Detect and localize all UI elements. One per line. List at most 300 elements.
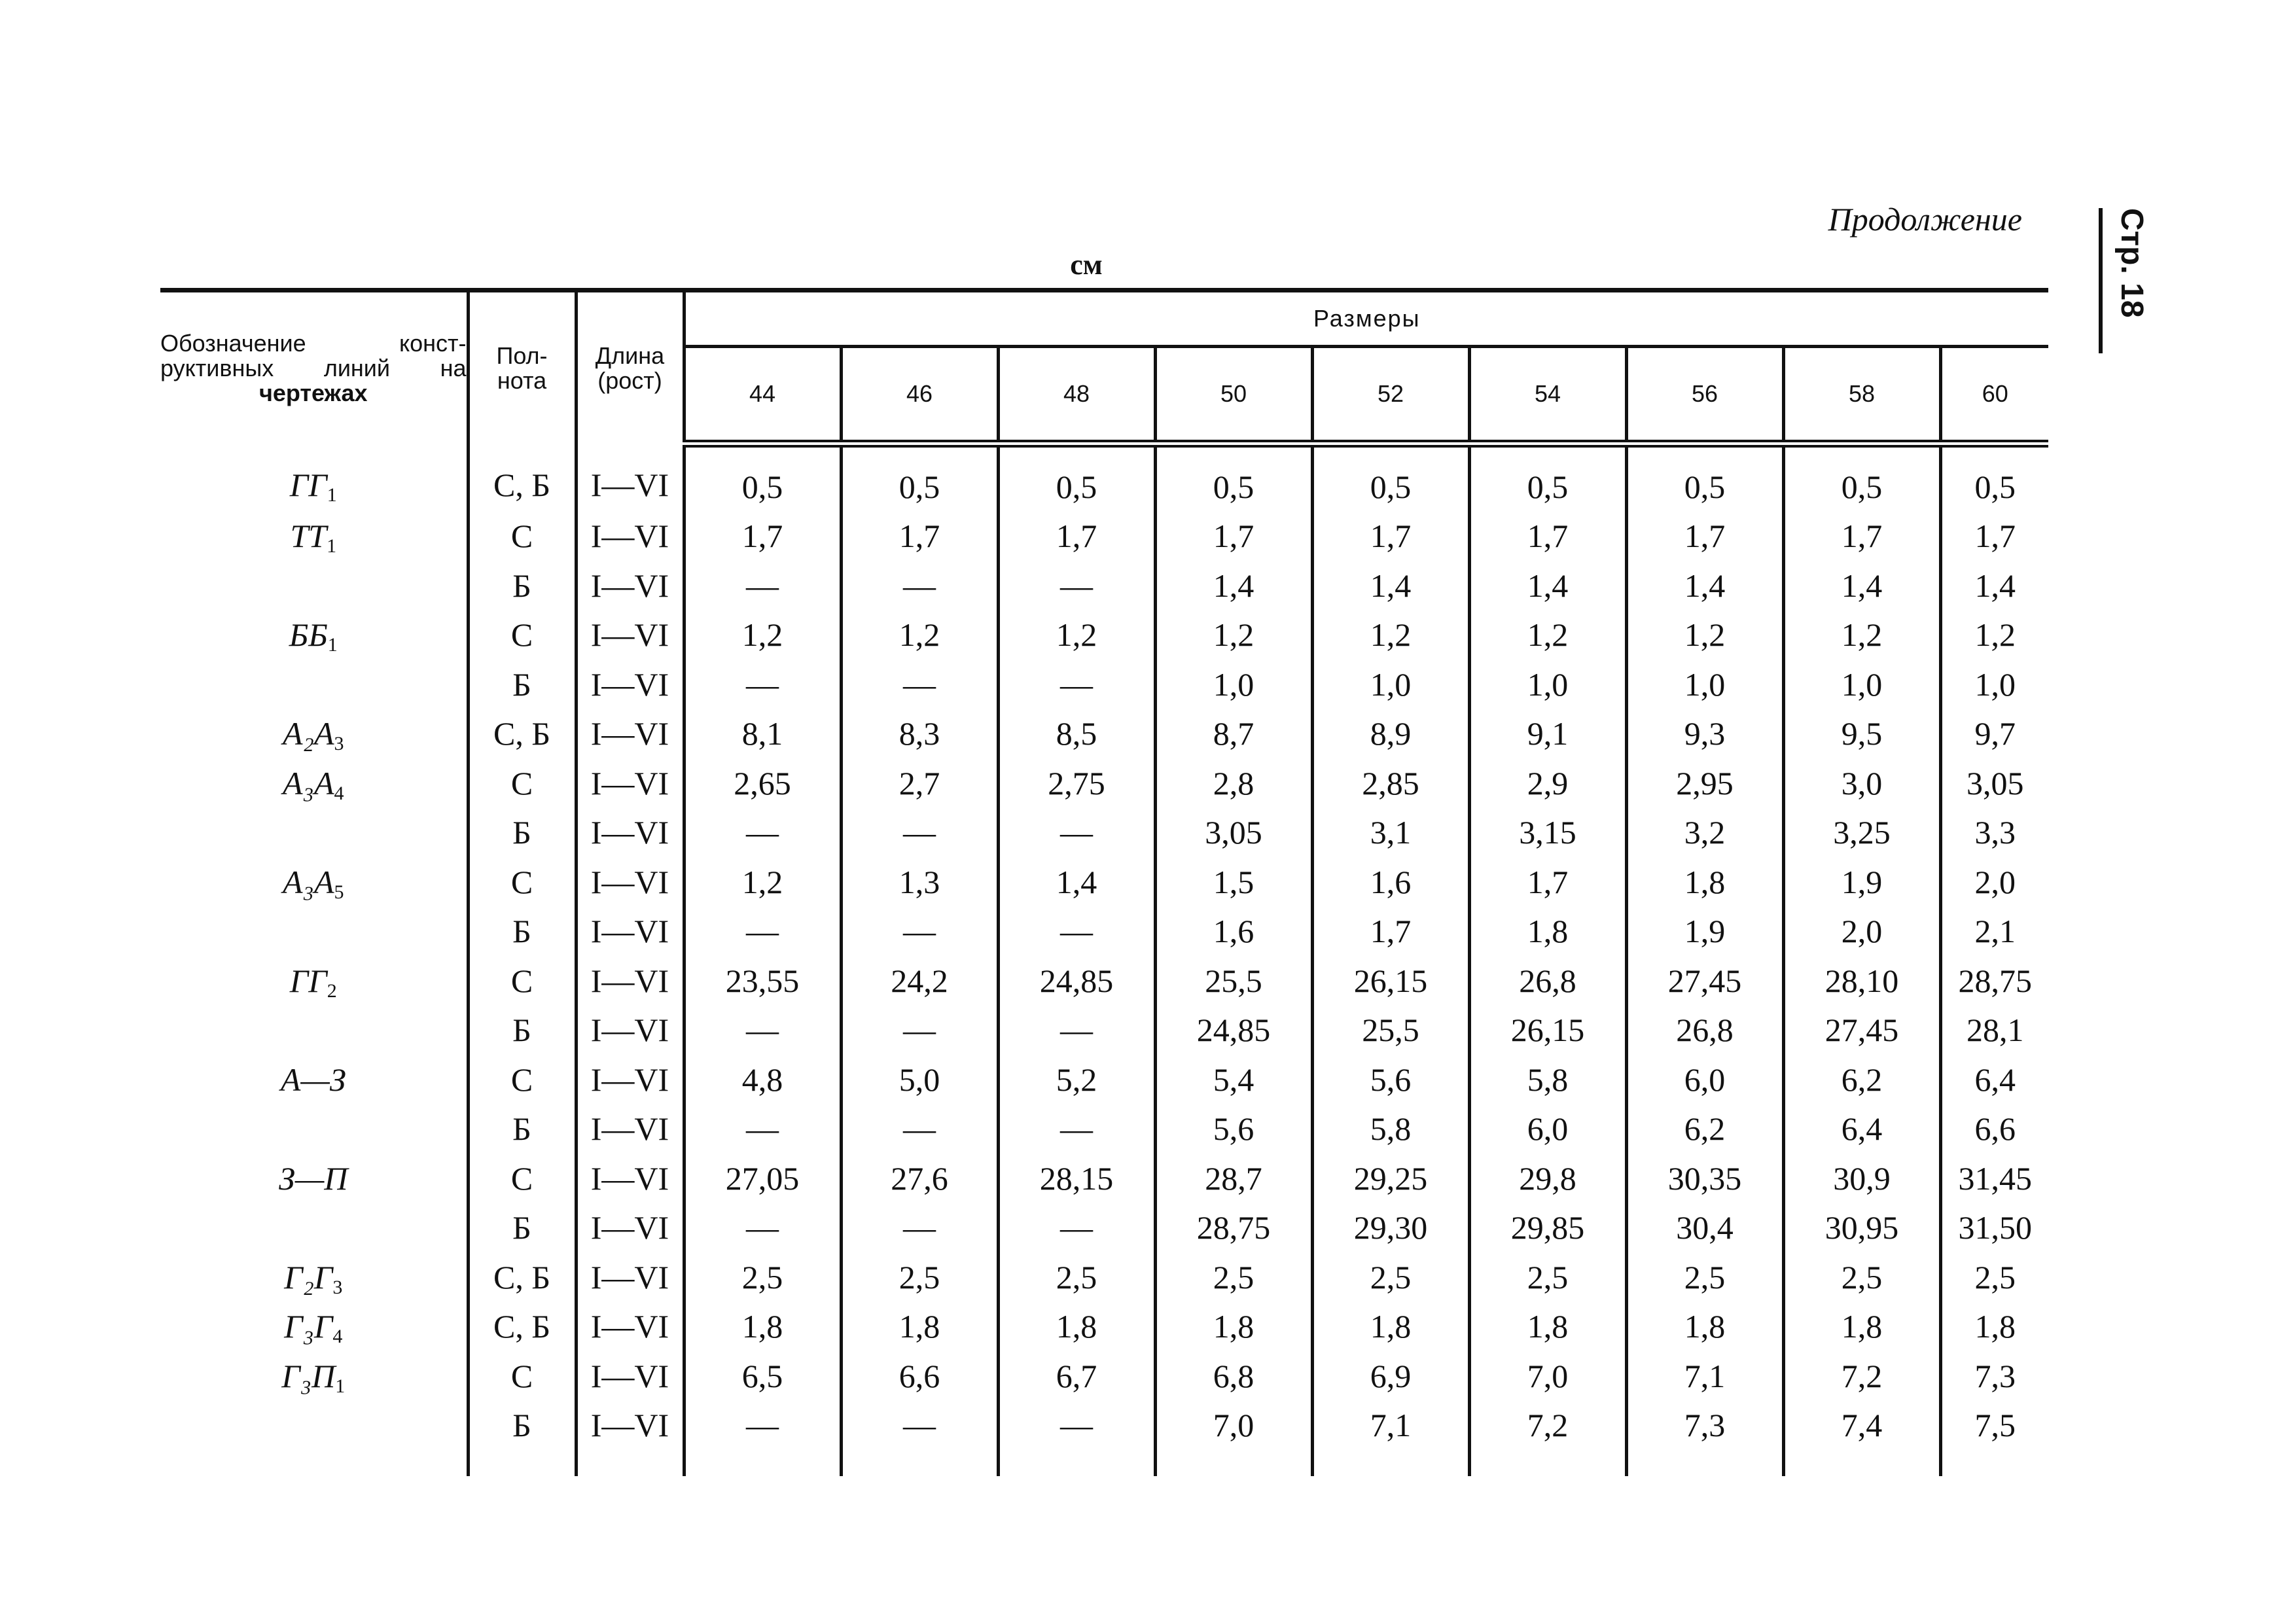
- value-cell-size-58: 2,0: [1783, 907, 1940, 957]
- line-designation-subscript: 3: [332, 1276, 343, 1298]
- value-cell-size-48: —: [998, 1104, 1155, 1154]
- dlina-cell: I—VI: [576, 1055, 684, 1104]
- line-designation-subscript: 4: [334, 782, 344, 804]
- table-row: [160, 610, 2048, 660]
- value-cell-size-50: 5,4: [1155, 1055, 1312, 1104]
- value-cell-size-44: 6,5: [684, 1351, 841, 1401]
- value-cell-size-52: 1,6: [1312, 857, 1469, 907]
- value-cell-size-60: 7,5: [1940, 1401, 2048, 1477]
- line-designation: [160, 857, 468, 907]
- value-cell-size-46: 1,2: [841, 610, 998, 660]
- header-size-60: 60: [1940, 347, 2048, 444]
- value-cell-size-52: 6,9: [1312, 1351, 1469, 1401]
- value-cell-size-60: 31,50: [1940, 1203, 2048, 1253]
- dlina-cell: I—VI: [576, 1252, 684, 1302]
- line-designation-text: А—З: [280, 1061, 346, 1098]
- value-cell-size-60: 1,4: [1940, 561, 2048, 610]
- value-cell-size-60: 31,45: [1940, 1154, 2048, 1203]
- value-cell-size-44: 23,55: [684, 956, 841, 1006]
- value-cell-size-58: 6,4: [1783, 1104, 1940, 1154]
- value-cell-size-52: 3,1: [1312, 808, 1469, 858]
- value-cell-size-56: 7,3: [1626, 1401, 1783, 1477]
- value-cell-size-54: 2,5: [1469, 1252, 1626, 1302]
- value-cell-size-56: 27,45: [1626, 956, 1783, 1006]
- value-cell-size-44: —: [684, 1401, 841, 1477]
- header-polnota-line-2: нота: [497, 366, 547, 394]
- value-cell-size-50: 1,0: [1155, 660, 1312, 709]
- measurements-table: [160, 288, 2048, 1476]
- line-designation-subscript: 5: [334, 881, 344, 903]
- value-cell-size-56: 6,0: [1626, 1055, 1783, 1104]
- header-size-52: 52: [1312, 347, 1469, 444]
- dlina-cell: I—VI: [576, 709, 684, 759]
- value-cell-size-58: 9,5: [1783, 709, 1940, 759]
- dlina-cell: I—VI: [576, 660, 684, 709]
- header-name-line-2: руктивных линий на: [160, 354, 467, 381]
- value-cell-size-58: 2,5: [1783, 1252, 1940, 1302]
- value-cell-size-52: 0,5: [1312, 444, 1469, 512]
- polnota-cell: Б: [468, 1203, 576, 1253]
- value-cell-size-60: 9,7: [1940, 709, 2048, 759]
- line-designation-text: А₃А: [283, 764, 334, 802]
- value-cell-size-46: 2,7: [841, 758, 998, 808]
- value-cell-size-56: 1,9: [1626, 907, 1783, 957]
- value-cell-size-60: 1,2: [1940, 610, 2048, 660]
- value-cell-size-56: 30,4: [1626, 1203, 1783, 1253]
- line-designation: [160, 444, 468, 512]
- dlina-cell: I—VI: [576, 610, 684, 660]
- header-size-46: 46: [841, 347, 998, 444]
- line-designation: [160, 1154, 468, 1203]
- value-cell-size-44: 1,2: [684, 857, 841, 907]
- value-cell-size-48: 2,5: [998, 1252, 1155, 1302]
- header-size-44: 44: [684, 347, 841, 444]
- value-cell-size-46: —: [841, 907, 998, 957]
- value-cell-size-60: 3,05: [1940, 758, 2048, 808]
- value-cell-size-50: 2,5: [1155, 1252, 1312, 1302]
- value-cell-size-46: —: [841, 1104, 998, 1154]
- value-cell-size-54: 6,0: [1469, 1104, 1626, 1154]
- header-polnota-line-1: Пол-: [496, 342, 548, 369]
- polnota-cell: Б: [468, 808, 576, 858]
- line-designation-text: ТТ: [290, 518, 327, 555]
- line-designation-subscript: 1: [327, 484, 337, 506]
- header-size-56: 56: [1626, 347, 1783, 444]
- value-cell-size-46: —: [841, 561, 998, 610]
- value-cell-size-48: —: [998, 1203, 1155, 1253]
- header-construction-lines: [160, 291, 468, 444]
- value-cell-size-46: 5,0: [841, 1055, 998, 1104]
- value-cell-size-44: 1,8: [684, 1302, 841, 1352]
- value-cell-size-54: 0,5: [1469, 444, 1626, 512]
- value-cell-size-50: 28,75: [1155, 1203, 1312, 1253]
- line-designation-text: ГГ: [289, 466, 327, 503]
- value-cell-size-54: 7,0: [1469, 1351, 1626, 1401]
- value-cell-size-54: 5,8: [1469, 1055, 1626, 1104]
- dlina-cell: I—VI: [576, 907, 684, 957]
- value-cell-size-56: 0,5: [1626, 444, 1783, 512]
- value-cell-size-50: 1,6: [1155, 907, 1312, 957]
- value-cell-size-50: 1,2: [1155, 610, 1312, 660]
- value-cell-size-48: 1,7: [998, 512, 1155, 561]
- line-designation: [160, 660, 468, 709]
- value-cell-size-44: 2,65: [684, 758, 841, 808]
- value-cell-size-52: 1,0: [1312, 660, 1469, 709]
- value-cell-size-60: 2,1: [1940, 907, 2048, 957]
- value-cell-size-56: 26,8: [1626, 1006, 1783, 1055]
- value-cell-size-48: 1,8: [998, 1302, 1155, 1352]
- value-cell-size-46: 6,6: [841, 1351, 998, 1401]
- polnota-cell: С: [468, 610, 576, 660]
- value-cell-size-44: 1,2: [684, 610, 841, 660]
- line-designation-text: ГГ: [289, 962, 327, 999]
- header-name-line-3: чертежах: [258, 379, 368, 406]
- line-designation-subscript: 1: [335, 1375, 346, 1397]
- value-cell-size-52: 7,1: [1312, 1401, 1469, 1477]
- value-cell-size-46: 24,2: [841, 956, 998, 1006]
- dlina-cell: I—VI: [576, 1401, 684, 1477]
- value-cell-size-50: 1,4: [1155, 561, 1312, 610]
- value-cell-size-46: 1,3: [841, 857, 998, 907]
- value-cell-size-60: 28,1: [1940, 1006, 2048, 1055]
- value-cell-size-50: 6,8: [1155, 1351, 1312, 1401]
- polnota-cell: С: [468, 956, 576, 1006]
- value-cell-size-56: 1,0: [1626, 660, 1783, 709]
- table-row: [160, 1154, 2048, 1203]
- dlina-cell: I—VI: [576, 1302, 684, 1352]
- value-cell-size-48: —: [998, 1006, 1155, 1055]
- dlina-cell: I—VI: [576, 1154, 684, 1203]
- value-cell-size-56: 1,7: [1626, 512, 1783, 561]
- value-cell-size-56: 2,95: [1626, 758, 1783, 808]
- line-designation-subscript: 4: [332, 1326, 343, 1348]
- value-cell-size-52: 29,25: [1312, 1154, 1469, 1203]
- polnota-cell: С: [468, 1351, 576, 1401]
- value-cell-size-58: 7,2: [1783, 1351, 1940, 1401]
- page-number: Стр. 18: [2114, 208, 2149, 318]
- value-cell-size-58: 7,4: [1783, 1401, 1940, 1477]
- value-cell-size-52: 26,15: [1312, 956, 1469, 1006]
- value-cell-size-58: 3,0: [1783, 758, 1940, 808]
- dlina-cell: I—VI: [576, 808, 684, 858]
- value-cell-size-60: 28,75: [1940, 956, 2048, 1006]
- line-designation: [160, 1351, 468, 1401]
- value-cell-size-44: 4,8: [684, 1055, 841, 1104]
- value-cell-size-58: 1,2: [1783, 610, 1940, 660]
- value-cell-size-46: 2,5: [841, 1252, 998, 1302]
- line-designation: [160, 1252, 468, 1302]
- table-row: [160, 1302, 2048, 1352]
- value-cell-size-44: —: [684, 808, 841, 858]
- value-cell-size-46: 1,7: [841, 512, 998, 561]
- line-designation-text: А₃А: [283, 863, 334, 900]
- dlina-cell: I—VI: [576, 956, 684, 1006]
- table-row: [160, 1401, 2048, 1477]
- polnota-cell: С: [468, 1055, 576, 1104]
- value-cell-size-50: 28,7: [1155, 1154, 1312, 1203]
- value-cell-size-52: 5,8: [1312, 1104, 1469, 1154]
- dlina-cell: I—VI: [576, 444, 684, 512]
- value-cell-size-54: 1,0: [1469, 660, 1626, 709]
- dlina-cell: I—VI: [576, 1104, 684, 1154]
- value-cell-size-56: 2,5: [1626, 1252, 1783, 1302]
- polnota-cell: С: [468, 512, 576, 561]
- header-dlina-line-1: Длина: [595, 342, 665, 369]
- value-cell-size-58: 0,5: [1783, 444, 1940, 512]
- line-designation: [160, 1104, 468, 1154]
- value-cell-size-50: 1,5: [1155, 857, 1312, 907]
- value-cell-size-46: —: [841, 660, 998, 709]
- value-cell-size-46: —: [841, 1203, 998, 1253]
- header-polnota: [468, 291, 576, 444]
- table-row: [160, 1252, 2048, 1302]
- polnota-cell: Б: [468, 1104, 576, 1154]
- polnota-cell: С: [468, 1154, 576, 1203]
- header-size-50: 50: [1155, 347, 1312, 444]
- header-dlina: [576, 291, 684, 444]
- value-cell-size-58: 1,8: [1783, 1302, 1940, 1352]
- value-cell-size-52: 2,5: [1312, 1252, 1469, 1302]
- line-designation: [160, 1055, 468, 1104]
- value-cell-size-58: 3,25: [1783, 808, 1940, 858]
- value-cell-size-48: —: [998, 561, 1155, 610]
- header-size-58: 58: [1783, 347, 1940, 444]
- line-designation-subscript: 1: [327, 535, 337, 557]
- header-size-54: 54: [1469, 347, 1626, 444]
- value-cell-size-52: 29,30: [1312, 1203, 1469, 1253]
- line-designation: [160, 956, 468, 1006]
- line-designation-text: Г₃П: [281, 1357, 336, 1394]
- value-cell-size-60: 3,3: [1940, 808, 2048, 858]
- polnota-cell: С: [468, 758, 576, 808]
- value-cell-size-54: 1,7: [1469, 512, 1626, 561]
- value-cell-size-50: 24,85: [1155, 1006, 1312, 1055]
- value-cell-size-44: —: [684, 1203, 841, 1253]
- polnota-cell: С, Б: [468, 1252, 576, 1302]
- value-cell-size-52: 1,4: [1312, 561, 1469, 610]
- value-cell-size-54: 3,15: [1469, 808, 1626, 858]
- line-designation-text: Г₃Г: [284, 1308, 333, 1345]
- value-cell-size-54: 1,8: [1469, 907, 1626, 957]
- value-cell-size-54: 9,1: [1469, 709, 1626, 759]
- dlina-cell: I—VI: [576, 758, 684, 808]
- value-cell-size-58: 6,2: [1783, 1055, 1940, 1104]
- value-cell-size-46: 0,5: [841, 444, 998, 512]
- value-cell-size-56: 1,4: [1626, 561, 1783, 610]
- value-cell-size-58: 27,45: [1783, 1006, 1940, 1055]
- value-cell-size-54: 1,2: [1469, 610, 1626, 660]
- line-designation-text: З—П: [279, 1159, 348, 1197]
- value-cell-size-54: 29,85: [1469, 1203, 1626, 1253]
- table-row: [160, 561, 2048, 610]
- value-cell-size-52: 5,6: [1312, 1055, 1469, 1104]
- value-cell-size-48: 8,5: [998, 709, 1155, 759]
- value-cell-size-48: —: [998, 808, 1155, 858]
- value-cell-size-54: 2,9: [1469, 758, 1626, 808]
- line-designation: [160, 1302, 468, 1352]
- value-cell-size-50: 25,5: [1155, 956, 1312, 1006]
- line-designation: [160, 808, 468, 858]
- page-number-rule: [2099, 208, 2103, 353]
- line-designation-subscript: 3: [334, 733, 344, 755]
- value-cell-size-44: 1,7: [684, 512, 841, 561]
- value-cell-size-56: 7,1: [1626, 1351, 1783, 1401]
- value-cell-size-48: 1,4: [998, 857, 1155, 907]
- value-cell-size-56: 1,8: [1626, 857, 1783, 907]
- value-cell-size-52: 2,85: [1312, 758, 1469, 808]
- value-cell-size-44: 0,5: [684, 444, 841, 512]
- value-cell-size-52: 1,2: [1312, 610, 1469, 660]
- value-cell-size-58: 1,7: [1783, 512, 1940, 561]
- value-cell-size-60: 2,0: [1940, 857, 2048, 907]
- value-cell-size-56: 3,2: [1626, 808, 1783, 858]
- value-cell-size-54: 1,7: [1469, 857, 1626, 907]
- value-cell-size-48: 0,5: [998, 444, 1155, 512]
- table-row: [160, 907, 2048, 957]
- line-designation: [160, 512, 468, 561]
- header-name-line-1: Обозначение конст-: [160, 329, 467, 357]
- dlina-cell: I—VI: [576, 857, 684, 907]
- dlina-cell: I—VI: [576, 512, 684, 561]
- value-cell-size-44: 2,5: [684, 1252, 841, 1302]
- value-cell-size-58: 1,0: [1783, 660, 1940, 709]
- value-cell-size-46: 8,3: [841, 709, 998, 759]
- value-cell-size-56: 6,2: [1626, 1104, 1783, 1154]
- value-cell-size-46: 27,6: [841, 1154, 998, 1203]
- value-cell-size-48: 28,15: [998, 1154, 1155, 1203]
- polnota-cell: С, Б: [468, 444, 576, 512]
- value-cell-size-54: 26,8: [1469, 956, 1626, 1006]
- polnota-cell: Б: [468, 907, 576, 957]
- line-designation: [160, 709, 468, 759]
- value-cell-size-48: —: [998, 907, 1155, 957]
- value-cell-size-50: 0,5: [1155, 444, 1312, 512]
- value-cell-size-50: 2,8: [1155, 758, 1312, 808]
- polnota-cell: Б: [468, 1401, 576, 1477]
- dlina-cell: I—VI: [576, 1351, 684, 1401]
- value-cell-size-46: —: [841, 808, 998, 858]
- polnota-cell: С: [468, 857, 576, 907]
- table-row: [160, 956, 2048, 1006]
- value-cell-size-50: 5,6: [1155, 1104, 1312, 1154]
- polnota-cell: Б: [468, 660, 576, 709]
- value-cell-size-52: 1,7: [1312, 512, 1469, 561]
- value-cell-size-56: 1,2: [1626, 610, 1783, 660]
- value-cell-size-46: —: [841, 1401, 998, 1477]
- table-row: [160, 1055, 2048, 1104]
- value-cell-size-60: 1,7: [1940, 512, 2048, 561]
- polnota-cell: С, Б: [468, 709, 576, 759]
- line-designation-subscript: 1: [327, 634, 338, 656]
- table-row: [160, 660, 2048, 709]
- dlina-cell: I—VI: [576, 561, 684, 610]
- value-cell-size-54: 1,8: [1469, 1302, 1626, 1352]
- table-row: [160, 758, 2048, 808]
- value-cell-size-56: 9,3: [1626, 709, 1783, 759]
- value-cell-size-48: 1,2: [998, 610, 1155, 660]
- value-cell-size-44: 8,1: [684, 709, 841, 759]
- value-cell-size-46: 1,8: [841, 1302, 998, 1352]
- value-cell-size-44: —: [684, 907, 841, 957]
- value-cell-size-48: 24,85: [998, 956, 1155, 1006]
- value-cell-size-52: 1,7: [1312, 907, 1469, 957]
- value-cell-size-60: 0,5: [1940, 444, 2048, 512]
- value-cell-size-60: 1,8: [1940, 1302, 2048, 1352]
- line-designation-subscript: 2: [327, 980, 337, 1002]
- line-designation-text: А₂А: [283, 715, 334, 752]
- table-row: [160, 1104, 2048, 1154]
- value-cell-size-46: —: [841, 1006, 998, 1055]
- value-cell-size-50: 3,05: [1155, 808, 1312, 858]
- header-dlina-line-2: (рост): [597, 366, 662, 394]
- header-sizes: Размеры: [684, 291, 2048, 347]
- table-row: [160, 709, 2048, 759]
- value-cell-size-50: 8,7: [1155, 709, 1312, 759]
- value-cell-size-44: —: [684, 561, 841, 610]
- value-cell-size-60: 6,4: [1940, 1055, 2048, 1104]
- value-cell-size-54: 7,2: [1469, 1401, 1626, 1477]
- value-cell-size-60: 7,3: [1940, 1351, 2048, 1401]
- line-designation: [160, 907, 468, 957]
- value-cell-size-50: 1,7: [1155, 512, 1312, 561]
- value-cell-size-54: 26,15: [1469, 1006, 1626, 1055]
- value-cell-size-58: 30,95: [1783, 1203, 1940, 1253]
- polnota-cell: С, Б: [468, 1302, 576, 1352]
- dlina-cell: I—VI: [576, 1006, 684, 1055]
- value-cell-size-48: 2,75: [998, 758, 1155, 808]
- polnota-cell: Б: [468, 561, 576, 610]
- value-cell-size-60: 6,6: [1940, 1104, 2048, 1154]
- table-row: [160, 1006, 2048, 1055]
- polnota-cell: Б: [468, 1006, 576, 1055]
- line-designation-text: Г₂Г: [284, 1258, 333, 1296]
- value-cell-size-60: 1,0: [1940, 660, 2048, 709]
- value-cell-size-56: 30,35: [1626, 1154, 1783, 1203]
- value-cell-size-48: —: [998, 660, 1155, 709]
- value-cell-size-58: 30,9: [1783, 1154, 1940, 1203]
- value-cell-size-54: 29,8: [1469, 1154, 1626, 1203]
- table-body: [160, 444, 2048, 1476]
- line-designation: [160, 561, 468, 610]
- value-cell-size-52: 25,5: [1312, 1006, 1469, 1055]
- value-cell-size-52: 8,9: [1312, 709, 1469, 759]
- table-row: [160, 1203, 2048, 1253]
- line-designation: [160, 1203, 468, 1253]
- value-cell-size-58: 28,10: [1783, 956, 1940, 1006]
- dlina-cell: I—VI: [576, 1203, 684, 1253]
- line-designation: [160, 1401, 468, 1477]
- table-row: [160, 808, 2048, 858]
- line-designation-text: ББ: [289, 616, 328, 654]
- value-cell-size-58: 1,9: [1783, 857, 1940, 907]
- value-cell-size-44: —: [684, 1104, 841, 1154]
- value-cell-size-60: 2,5: [1940, 1252, 2048, 1302]
- value-cell-size-44: —: [684, 660, 841, 709]
- line-designation: [160, 610, 468, 660]
- value-cell-size-58: 1,4: [1783, 561, 1940, 610]
- value-cell-size-50: 1,8: [1155, 1302, 1312, 1352]
- value-cell-size-44: 27,05: [684, 1154, 841, 1203]
- unit-label: см: [1070, 249, 1103, 281]
- continuation-label: Продолжение: [1828, 201, 2022, 238]
- table-row: [160, 512, 2048, 561]
- table-row: [160, 857, 2048, 907]
- value-cell-size-48: —: [998, 1401, 1155, 1477]
- value-cell-size-44: —: [684, 1006, 841, 1055]
- table-row: [160, 1351, 2048, 1401]
- header-size-48: 48: [998, 347, 1155, 444]
- value-cell-size-50: 7,0: [1155, 1401, 1312, 1477]
